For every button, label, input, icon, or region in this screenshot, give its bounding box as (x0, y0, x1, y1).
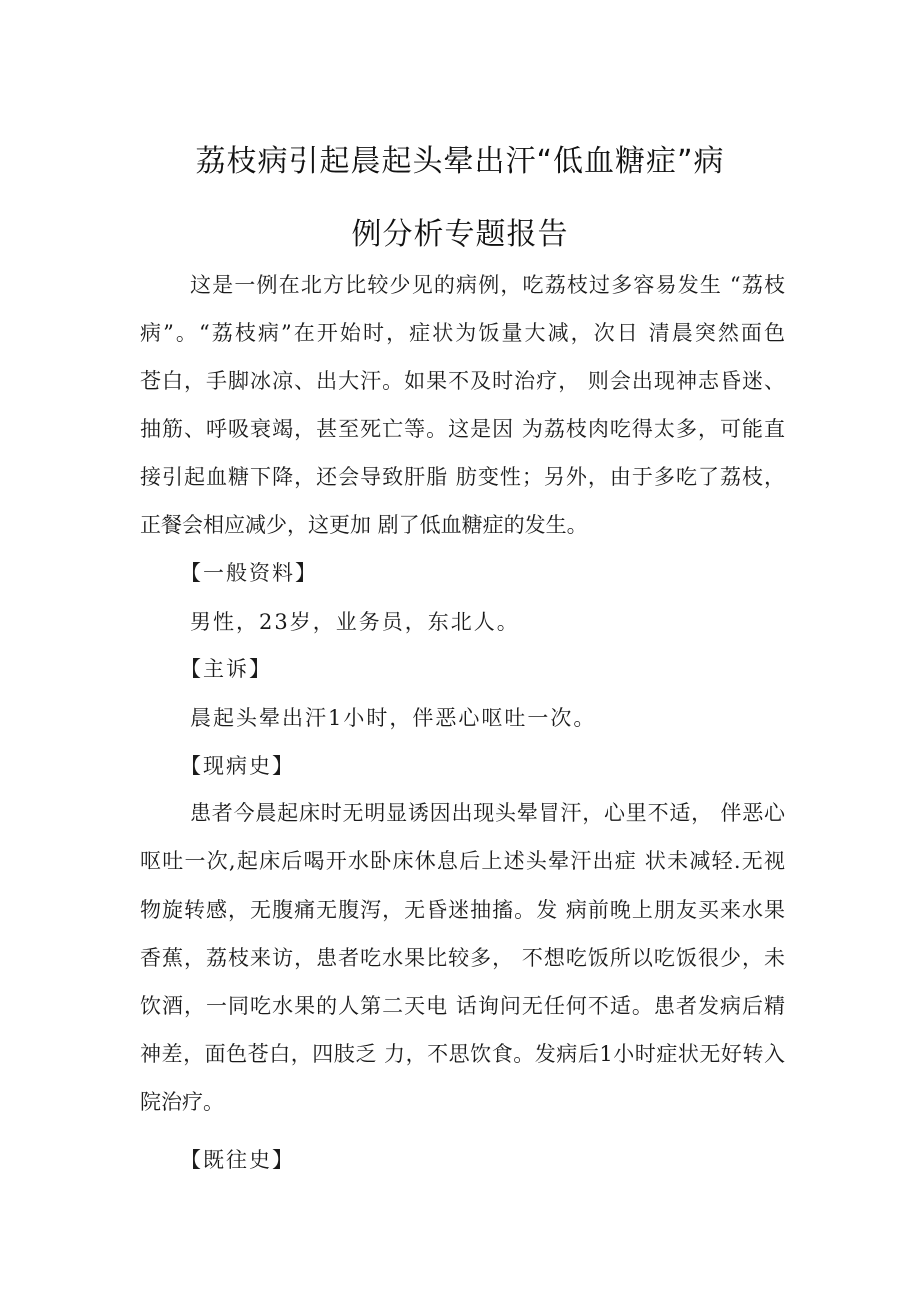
document-title-line-2: 例分析专题报告 (351, 217, 569, 252)
paragraph-line: 呕吐一次,起床后喝开水卧床休息后上述头晕汗出症 状未减轻.无视 (140, 849, 785, 873)
paragraph-line: 患者今晨起床时无明显诱因出现头晕冒汗，心里不适， 伴恶心 (190, 801, 785, 825)
paragraph-line: 神差，面色苍白，四肢乏 力，不思饮食。发病后1小时症状无好转入 (140, 1042, 785, 1066)
section-heading-chief-complaint: 【主诉】 (180, 657, 272, 681)
chief-complaint-text: 晨起头晕出汗1小时，伴恶心呕吐一次。 (190, 706, 597, 730)
paragraph-line: 香蕉，荔枝来访，患者吃水果比较多， 不想吃饭所以吃饭很少，未 (140, 946, 785, 970)
paragraph-line: 这是一例在北方比较少见的病例，吃荔枝过多容易发生 “荔枝 (190, 273, 785, 297)
paragraph-line: 接引起血糖下降，还会导致肝脂 肪变性；另外，由于多吃了荔枝， (140, 465, 785, 489)
paragraph-line: 饮酒，一同吃水果的人第二天电 话询问无任何不适。患者发病后精 (140, 994, 785, 1018)
document-title-line-1: 荔枝病引起晨起头晕出汗“低血糖症”病 (195, 144, 725, 179)
general-info-text: 男性，23岁，业务员，东北人。 (190, 610, 520, 634)
paragraph-line: 院治疗。 (140, 1090, 224, 1114)
paragraph-line: 正餐会相应减少，这更加 剧了低血糖症的发生。 (140, 513, 588, 537)
section-heading-past-history: 【既往史】 (180, 1148, 295, 1172)
paragraph-line: 抽筋、呼吸衰竭，甚至死亡等。这是因 为荔枝肉吃得太多，可能直 (140, 417, 785, 441)
paragraph-line: 病”。“荔枝病”在开始时，症状为饭量大减，次日 清晨突然面色 (140, 321, 785, 345)
section-heading-present-illness: 【现病史】 (180, 754, 295, 778)
section-heading-general-info: 【一般资料】 (180, 561, 318, 585)
paragraph-line: 物旋转感，无腹痛无腹泻，无昏迷抽搐。发 病前晚上朋友买来水果 (140, 898, 785, 922)
paragraph-line: 苍白，手脚冰凉、出大汗。如果不及时治疗， 则会出现神志昏迷、 (140, 369, 785, 393)
